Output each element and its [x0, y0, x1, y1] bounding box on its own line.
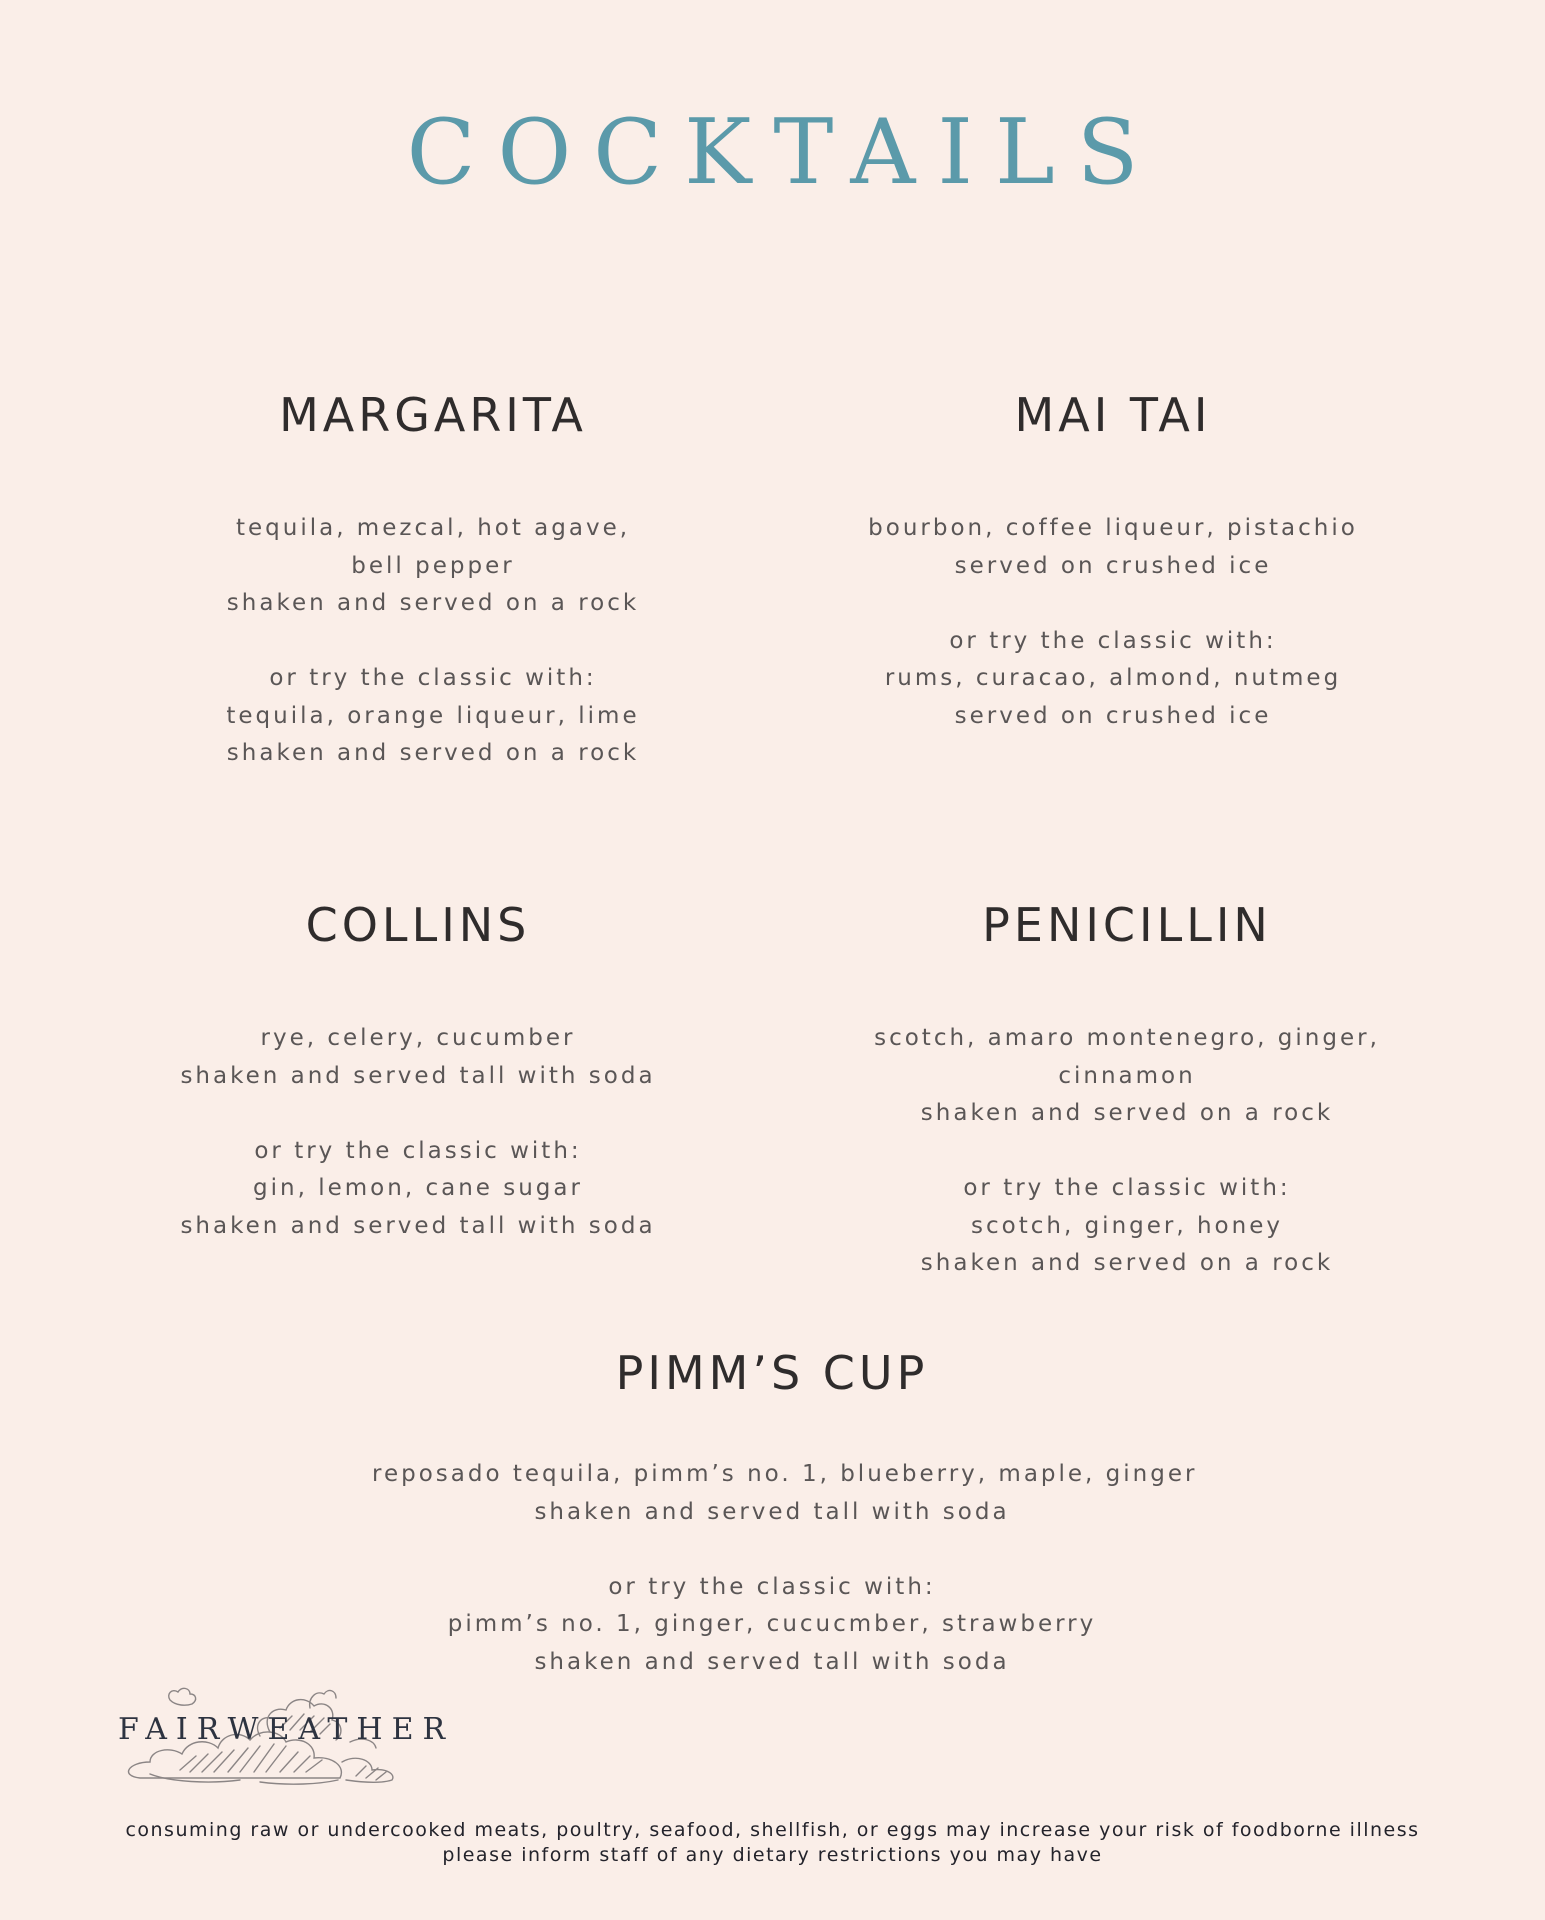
ingredient-line: tequila, orange liqueur, lime — [226, 702, 640, 729]
ingredient-line: pimm’s no. 1, ginger, cucucmber, strawberry — [447, 1611, 1097, 1637]
ingredient-line: cinnamon — [1058, 1062, 1196, 1089]
cocktail-name: MAI TAI — [1014, 388, 1212, 442]
cocktail-description — [372, 1456, 1198, 1681]
serving-line: shaken and served tall with soda — [180, 1062, 656, 1089]
cocktail-description — [118, 1020, 718, 1245]
classic-intro: or try the classic with: — [269, 665, 597, 691]
disclaimer-line: consuming raw or undercooked meats, poultry, seafood, shellfish, or eggs may increase your risk of foodborne illness — [125, 1819, 1420, 1841]
cocktail-name: MARGARITA — [279, 388, 587, 442]
cocktail-description — [133, 510, 733, 773]
fairweather-logo — [110, 1650, 455, 1790]
serving-line: shaken and served tall with soda — [180, 1212, 656, 1239]
allergy-disclaimer — [0, 1818, 1545, 1868]
cocktail-pimms-cup — [372, 1346, 1198, 1681]
cocktail-description — [813, 510, 1413, 735]
cocktail-name: PENICILLIN — [982, 898, 1272, 952]
serving-line: shaken and served on a rock — [920, 1100, 1334, 1126]
ingredient-line: bell pepper — [351, 552, 515, 579]
serving-line: shaken and served tall with soda — [534, 1498, 1010, 1525]
serving-line: shaken and served on a rock — [226, 740, 640, 766]
menu-title: COCKTAILS — [406, 100, 1161, 205]
classic-intro: or try the classic with: — [963, 1175, 1291, 1201]
cocktail-mai-tai — [813, 388, 1413, 735]
serving-line: shaken and served on a rock — [226, 590, 640, 616]
ingredient-line: gin, lemon, cane sugar — [253, 1175, 583, 1201]
ingredient-line: tequila, mezcal, hot agave, — [235, 515, 631, 541]
cocktail-name: COLLINS — [305, 898, 531, 952]
ingredient-line: reposado tequila, pimm’s no. 1, blueberry, maple, ginger — [372, 1461, 1198, 1487]
cocktail-penicillin — [827, 898, 1427, 1283]
serving-line: shaken and served tall with soda — [534, 1648, 1010, 1675]
cocktail-margarita — [133, 388, 733, 773]
cocktail-description — [827, 1020, 1427, 1283]
serving-line: served on crushed ice — [954, 552, 1272, 579]
ingredient-line: rye, celery, cucumber — [260, 1025, 576, 1051]
serving-line: served on crushed ice — [954, 702, 1272, 729]
dietary-notice: please inform staff of any dietary restrictions you may have — [442, 1844, 1103, 1866]
classic-intro: or try the classic with: — [608, 1573, 936, 1600]
ingredient-line: bourbon, coffee liqueur, pistachio — [868, 515, 1358, 541]
serving-line: shaken and served on a rock — [920, 1250, 1334, 1276]
cocktail-collins — [118, 898, 718, 1245]
ingredient-line: scotch, amaro montenegro, ginger, — [874, 1025, 1380, 1051]
cocktail-name: PIMM’S CUP — [615, 1346, 929, 1400]
classic-intro: or try the classic with: — [254, 1137, 582, 1164]
ingredient-line: rums, curacao, almond, nutmeg — [884, 665, 1342, 691]
logo-text: FAIRWEATHER — [118, 1712, 455, 1747]
ingredient-line: scotch, ginger, honey — [971, 1212, 1283, 1239]
classic-intro: or try the classic with: — [949, 627, 1277, 654]
